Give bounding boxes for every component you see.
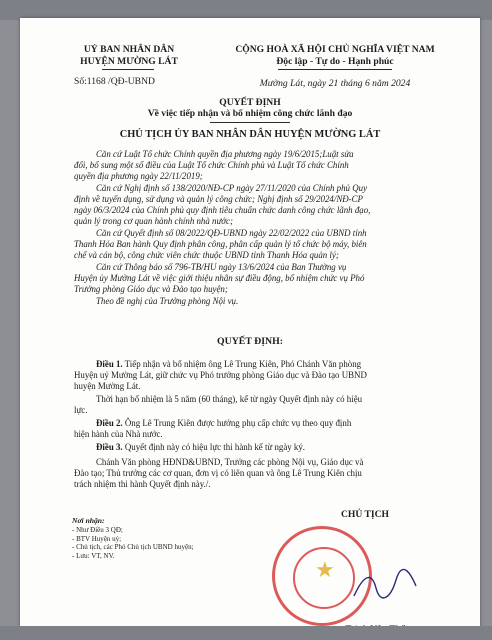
preamble-item: [74, 296, 438, 307]
doc-number: Số:1168 /QĐ-UBND: [74, 76, 155, 87]
recipient-item: - Lưu: VT, NV.: [72, 552, 115, 561]
article-2-line: hiện hành của Nhà nước.: [74, 429, 163, 439]
preamble-line: Thanh Hóa Ban hành Quy định phân công, phân cấp quản lý tổ chức bộ máy, biên: [74, 239, 367, 249]
article-3-line: Chánh Văn phòng HĐND&UBND, Trưởng các phòng Nội vụ, Giáo dục và: [96, 457, 364, 467]
recipient-item: - Như Điều 3 QĐ;: [72, 525, 123, 534]
preamble-item: [74, 149, 438, 182]
preamble-line: Căn cứ Thông báo số 796-TB/HU ngày 13/6/2024 của Ban Thường vụ: [96, 262, 347, 272]
issue-date: Mường Lát, ngày 21 tháng 6 năm 2024: [259, 78, 411, 89]
article-1-line: Huyện uỷ Mường Lát, giữ chức vụ Phó trưởng phòng Giáo dục và Đào tạo UBND: [74, 370, 367, 380]
preamble-line: đổi, bổ sung một số điều của Luật Tổ chức Chính phủ và Luật Tổ chức Chính: [74, 160, 349, 170]
article-text: Ông Lê Trung Kiên được hưởng phụ cấp chức vụ theo quy định: [122, 418, 352, 428]
article-text: Quyết định này có hiệu lực thi hành kể từ ngày ký.: [122, 442, 306, 452]
agency-line-1: UỶ BAN NHÂN DÂN: [83, 44, 175, 55]
subject-underline: [210, 122, 290, 123]
decision-type: QUYẾT ĐỊNH: [219, 97, 281, 108]
article-1-term: lực.: [74, 405, 88, 415]
preamble-item: [74, 228, 438, 261]
signer-title: CHỦ TỊCH: [340, 509, 390, 520]
article-text: Tiếp nhận và bổ nhiệm ông Lê Trung Kiên, Phó Chánh Văn phòng: [122, 359, 362, 369]
preamble-line: định về tuyển dụng, sử dụng và quản lý công chức; Nghị định số 29/2024/NĐ-CP: [74, 194, 363, 204]
viewer-top-bar: [0, 0, 492, 20]
handwritten-signature: [350, 566, 420, 606]
article-1-line: huyện Mường Lát.: [74, 381, 141, 391]
document-page: [20, 18, 480, 628]
preamble-line: Căn cứ Luật Tổ chức Chính quyền địa phương ngày 19/6/2015;Luật sửa: [96, 149, 354, 159]
preamble-item: [74, 183, 438, 227]
issuing-authority: CHỦ TỊCH ỦY BAN NHÂN DÂN HUYỆN MƯỜNG LÁT: [119, 129, 381, 140]
preamble-line: Huyện ủy Mường Lát về việc giới thiệu nhân sự điều động, bổ nhiệm chức vụ Phó: [74, 273, 365, 283]
preamble-line: Theo đề nghị của Trưởng phòng Nội vụ.: [96, 296, 239, 306]
recipient-item: - Chủ tịch, các Phó Chủ tịch UBND huyện;: [72, 543, 194, 552]
preamble-line: chế và cán bộ, công chức viên chức thuộc UBND tỉnh Thanh Hóa quản lý;: [74, 250, 339, 260]
preamble-line: quyền địa phương ngày 22/11/2019;: [74, 171, 203, 181]
article-3-label: Điều 3.: [96, 442, 123, 452]
seal-star-icon: ★: [315, 557, 335, 582]
article-3-line: [74, 442, 438, 453]
article-3-line: Đào tạo; Thủ trưởng các cơ quan, đơn vị có liên quan và ông Lê Trung Kiên chịu: [74, 468, 362, 478]
preamble-line: ngày 06/3/2024 của Chính phủ quy định tiêu chuẩn chức danh công chức lãnh đạo,: [74, 205, 371, 215]
viewer-bottom-bar: [0, 626, 492, 640]
decision-heading: QUYẾT ĐỊNH:: [217, 336, 283, 347]
recipient-item: - BTV Huyện uỷ;: [72, 534, 122, 543]
article-2-label: Điều 2.: [96, 418, 123, 428]
preamble-line: Căn cứ Nghị định số 138/2020/NĐ-CP ngày 27/11/2020 của Chính phủ Quy: [96, 183, 368, 193]
preamble: [74, 149, 438, 307]
agency-line-2: HUYỆN MƯỜNG LÁT: [80, 56, 178, 67]
article-1-label: Điều 1.: [96, 359, 123, 369]
article-2-line: [74, 418, 438, 429]
national-title: CỘNG HOÀ XÃ HỘI CHỦ NGHĨA VIỆT NAM: [235, 44, 435, 55]
decision-subject: Về việc tiếp nhận và bổ nhiệm công chức lãnh đạo: [147, 108, 353, 119]
agency-name: [54, 44, 204, 68]
preamble-item: [74, 262, 438, 295]
motto-underline: [278, 69, 392, 70]
articles: [74, 359, 438, 490]
preamble-line: Trưởng phòng Giáo dục và Đào tạo huyện;: [74, 284, 228, 294]
agency-underline: [102, 69, 154, 70]
article-3-line: trách nhiệm thi hành Quyết định này./.: [74, 479, 211, 489]
recipients: [72, 517, 262, 561]
preamble-line: quản lý trong cơ quan hành chính nhà nước;: [74, 216, 233, 226]
article-1-term: Thời hạn bổ nhiệm là 5 năm (60 tháng), kể từ ngày Quyết định này có hiệu: [96, 394, 363, 404]
preamble-line: Căn cứ Quyết định số 08/2022/QĐ-UBND ngày 22/02/2022 của UBND tỉnh: [96, 228, 367, 238]
article-1-line: [74, 359, 438, 370]
national-motto: Độc lập - Tự do - Hạnh phúc: [276, 56, 394, 67]
recipients-label: Nơi nhận:: [72, 516, 105, 525]
